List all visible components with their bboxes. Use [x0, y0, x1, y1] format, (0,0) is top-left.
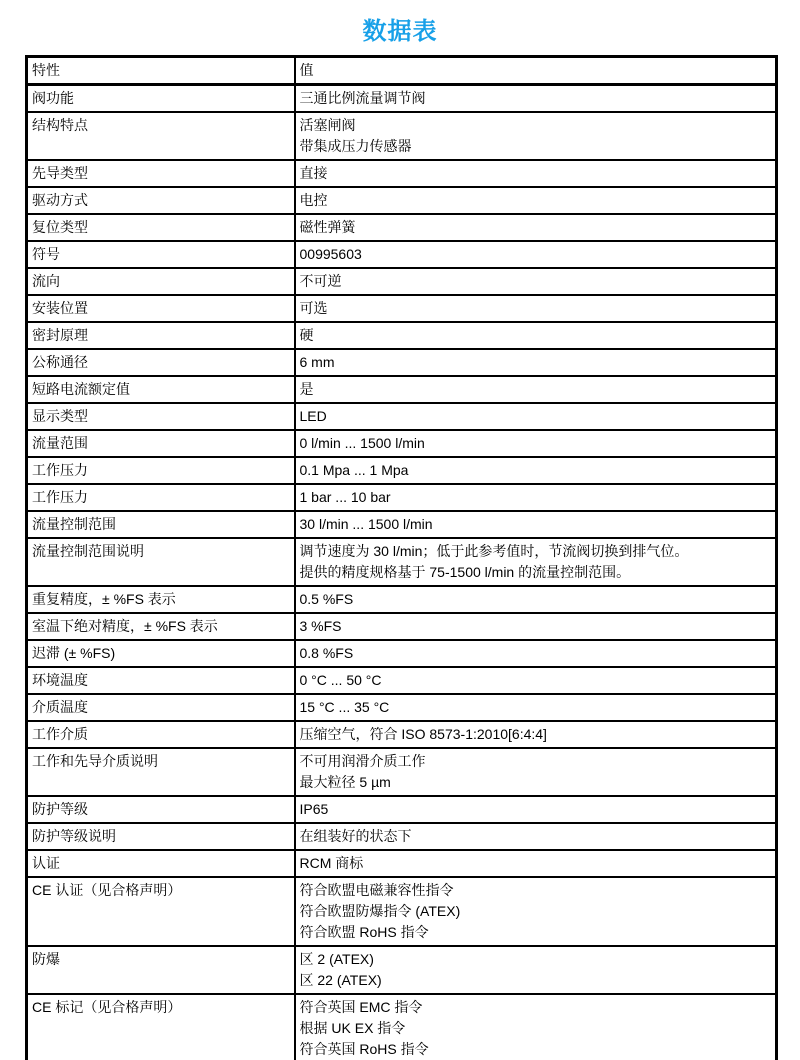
property-label: 室温下绝对精度，± %FS 表示: [27, 613, 295, 640]
property-value-line: 符合英国 EMC 指令: [299, 999, 423, 1015]
property-value-line: 根据 UK EX 指令: [299, 1020, 406, 1036]
property-value: [295, 823, 777, 850]
table-row: [27, 823, 777, 850]
property-value: [295, 994, 777, 1060]
property-value-line: 在组装好的状态下: [299, 828, 412, 844]
table-row: [27, 538, 777, 586]
property-label: 安装位置: [27, 295, 295, 322]
property-label: 公称通径: [27, 349, 295, 376]
property-value: [295, 268, 777, 295]
property-value: [295, 946, 777, 994]
property-value-line: 电控: [299, 192, 328, 208]
property-label: 工作介质: [27, 721, 295, 748]
property-value: [295, 613, 777, 640]
table-row: [27, 187, 777, 214]
table-row: [27, 85, 777, 113]
property-value: [295, 376, 777, 403]
property-value-line: 带集成压力传感器: [299, 138, 412, 154]
table-body: [27, 85, 777, 1060]
property-value-line: 最大粒径 5 µm: [299, 774, 391, 790]
table-row: [27, 640, 777, 667]
table-row: [27, 694, 777, 721]
table-row: [27, 214, 777, 241]
property-label: 环境温度: [27, 667, 295, 694]
table-row: [27, 484, 777, 511]
table-row: [27, 295, 777, 322]
property-label: 显示类型: [27, 403, 295, 430]
property-label: 流向: [27, 268, 295, 295]
property-value-line: 00995603: [299, 246, 362, 262]
table-row: [27, 721, 777, 748]
property-value: [295, 877, 777, 946]
property-label: CE 认证（见合格声明）: [27, 877, 295, 946]
property-label: 短路电流额定值: [27, 376, 295, 403]
column-header-characteristic: 特性: [27, 57, 295, 85]
property-value: [295, 160, 777, 187]
property-value: [295, 538, 777, 586]
property-label: 复位类型: [27, 214, 295, 241]
table-row: [27, 667, 777, 694]
table-row: [27, 994, 777, 1060]
datasheet-table: [25, 55, 778, 1060]
table-row: [27, 511, 777, 538]
page-title: 数据表: [362, 18, 438, 45]
property-value: [295, 511, 777, 538]
property-value-line: IP65: [299, 801, 329, 817]
property-value: [295, 796, 777, 823]
property-value: [295, 430, 777, 457]
property-value: [295, 187, 777, 214]
property-value: [295, 850, 777, 877]
property-value: [295, 295, 777, 322]
property-value-line: 符合英国 RoHS 指令: [299, 1041, 429, 1057]
property-label: 驱动方式: [27, 187, 295, 214]
property-value: [295, 214, 777, 241]
property-value-line: 符合欧盟电磁兼容性指令: [299, 882, 454, 898]
property-value: [295, 667, 777, 694]
property-label: 流量控制范围说明: [27, 538, 295, 586]
table-row: [27, 613, 777, 640]
property-value-line: 不可逆: [299, 273, 342, 289]
table-row: [27, 850, 777, 877]
property-label: 介质温度: [27, 694, 295, 721]
property-label: 防护等级: [27, 796, 295, 823]
property-label: 工作压力: [27, 457, 295, 484]
property-label: 工作和先导介质说明: [27, 748, 295, 796]
property-value-line: 30 l/min ... 1500 l/min: [299, 516, 433, 532]
property-value-line: 调节速度为 30 l/min；低于此参考值时，节流阀切换到排气位。: [299, 543, 689, 559]
property-value-line: 6 mm: [299, 354, 335, 370]
property-value-line: 0.5 %FS: [299, 591, 354, 607]
property-value: [295, 457, 777, 484]
table-header-row: [27, 57, 777, 85]
property-value: [295, 484, 777, 511]
property-label: 结构特点: [27, 112, 295, 160]
property-value-line: LED: [299, 408, 327, 424]
property-value-line: 区 22 (ATEX): [299, 972, 382, 988]
table-row: [27, 160, 777, 187]
property-value-line: 0.8 %FS: [299, 645, 354, 661]
property-label: 认证: [27, 850, 295, 877]
property-value-line: 硬: [299, 327, 314, 343]
table-row: [27, 430, 777, 457]
table-row: [27, 349, 777, 376]
property-value: [295, 85, 777, 113]
property-value-line: 不可用润滑介质工作: [299, 753, 426, 769]
property-value-line: 0 l/min ... 1500 l/min: [299, 435, 425, 451]
table-row: [27, 403, 777, 430]
property-label: 工作压力: [27, 484, 295, 511]
property-label: 符号: [27, 241, 295, 268]
property-value: [295, 721, 777, 748]
table-row: [27, 241, 777, 268]
table-row: [27, 376, 777, 403]
table-row: [27, 946, 777, 994]
property-value-line: 是: [299, 381, 314, 397]
property-value-line: 区 2 (ATEX): [299, 951, 374, 967]
column-header-value: 值: [295, 57, 777, 85]
property-value: [295, 112, 777, 160]
property-value-line: 直接: [299, 165, 328, 181]
property-label: 流量范围: [27, 430, 295, 457]
property-value-line: 0 °C ... 50 °C: [299, 672, 382, 688]
property-label: 密封原理: [27, 322, 295, 349]
property-value: [295, 586, 777, 613]
property-value-line: 磁性弹簧: [299, 219, 356, 235]
property-value-line: 压缩空气，符合 ISO 8573-1:2010[6:4:4]: [299, 726, 547, 742]
table-row: [27, 322, 777, 349]
table-row: [27, 112, 777, 160]
property-value-line: 活塞闸阀: [299, 117, 356, 133]
property-value-line: 0.1 Mpa ... 1 Mpa: [299, 462, 409, 478]
property-value-line: 3 %FS: [299, 618, 342, 634]
table-row: [27, 457, 777, 484]
property-value-line: 符合欧盟防爆指令 (ATEX): [299, 903, 461, 919]
property-value-line: RCM 商标: [299, 855, 364, 871]
table-row: [27, 268, 777, 295]
property-value-line: 1 bar ... 10 bar: [299, 489, 391, 505]
property-value-line: 提供的精度规格基于 75-1500 l/min 的流量控制范围。: [299, 564, 631, 580]
property-label: 先导类型: [27, 160, 295, 187]
property-value: [295, 748, 777, 796]
property-value: [295, 403, 777, 430]
property-value: [295, 322, 777, 349]
property-value: [295, 241, 777, 268]
property-value-line: 符合欧盟 RoHS 指令: [299, 924, 429, 940]
table-row: [27, 796, 777, 823]
property-value: [295, 694, 777, 721]
table-row: [27, 877, 777, 946]
property-value: [295, 640, 777, 667]
property-label: 防护等级说明: [27, 823, 295, 850]
property-label: CE 标记（见合格声明）: [27, 994, 295, 1060]
property-value: [295, 349, 777, 376]
property-label: 防爆: [27, 946, 295, 994]
property-value-line: 15 °C ... 35 °C: [299, 699, 390, 715]
table-row: [27, 748, 777, 796]
property-label: 重复精度，± %FS 表示: [27, 586, 295, 613]
property-value-line: 三通比例流量调节阀: [299, 90, 426, 106]
property-value-line: 可选: [299, 300, 328, 316]
property-label: 迟滞 (± %FS): [27, 640, 295, 667]
property-label: 流量控制范围: [27, 511, 295, 538]
property-label: 阀功能: [27, 85, 295, 113]
table-row: [27, 586, 777, 613]
